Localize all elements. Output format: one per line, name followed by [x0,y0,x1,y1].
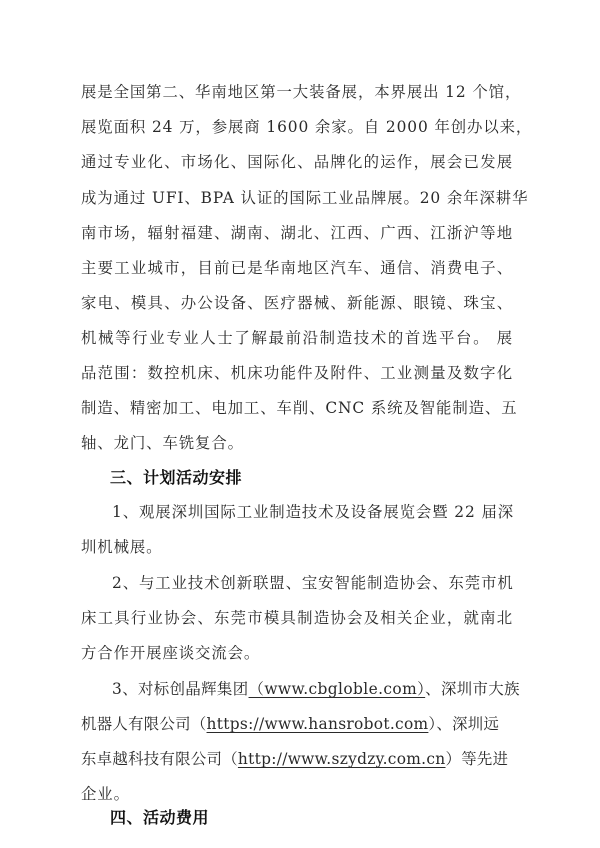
body-text-line: 展是全国第二、华南地区第一大装备展，本界展出 12 个馆， [81,83,522,101]
plan-item-1-line: 圳机械展。 [81,538,163,556]
body-text-line: 轴、龙门、车铣复合。 [81,434,244,452]
plan-item-3-line-3 [81,747,513,771]
plan-item-3-text: 东卓越科技有限公司（ [81,750,238,768]
plan-item-3-line-2 [81,712,513,736]
body-text-line: 制造、精密加工、电加工、车削、CNC 系统及智能制造、五 [81,399,518,417]
link-hansrobot[interactable]: https://www.hansrobot.com [206,715,429,733]
body-text-line: 通过专业化、市场化、国际化、品牌化的运作，展会已发展 [81,153,513,171]
plan-item-3-line-1 [112,677,520,701]
body-text-line: 展览面积 24 万，参展商 1600 余家。自 2000 年创办以来， [81,118,533,136]
body-text-line: 家电、模具、办公设备、医疗器械、新能源、眼镜、珠宝、 [81,294,513,312]
link-cbgloble[interactable]: （www.cbgloble.com） [248,680,426,698]
plan-item-2-line: 床工具行业协会、东莞市模具制造协会及相关企业，就南北 [81,609,513,627]
plan-item-2-line: 2、与工业技术创新联盟、宝安智能制造协会、东莞市机 [112,574,514,592]
section-heading-plan: 三、计划活动安排 [110,468,243,487]
plan-item-3-text: 3、对标创晶辉集团 [112,680,249,698]
plan-item-3-text: 、深圳市大族 [425,680,520,698]
body-text-line: 机械等行业专业人士了解最前沿制造技术的首选平台。 展 [81,329,513,347]
body-text-line: 品范围：数控机床、机床功能件及附件、工业测量及数字化 [81,364,513,382]
plan-item-1-line: 1、观展深圳国际工业制造技术及设备展览会暨 22 届深 [112,503,515,521]
plan-item-3-text: ）等先进 [445,750,509,768]
link-szydzy[interactable]: http://www.szydzy.com.cn [237,750,446,768]
body-text-line: 主要工业城市，目前已是华南地区汽车、通信、消费电子、 [81,259,513,277]
plan-item-3-text: ）、深圳远 [428,715,500,733]
section-heading-cost: 四、活动费用 [110,808,210,827]
plan-item-3-line-4: 企业。 [81,785,130,803]
body-text-line: 成为通过 UFI、BPA 认证的国际工业品牌展。20 余年深耕华 [81,189,529,207]
plan-item-2-line: 方合作开展座谈交流会。 [81,644,261,662]
plan-item-3-text: 机器人有限公司（ [81,715,207,733]
body-text-line: 南市场，辐射福建、湖南、湖北、江西、广西、江浙沪等地 [81,224,513,242]
